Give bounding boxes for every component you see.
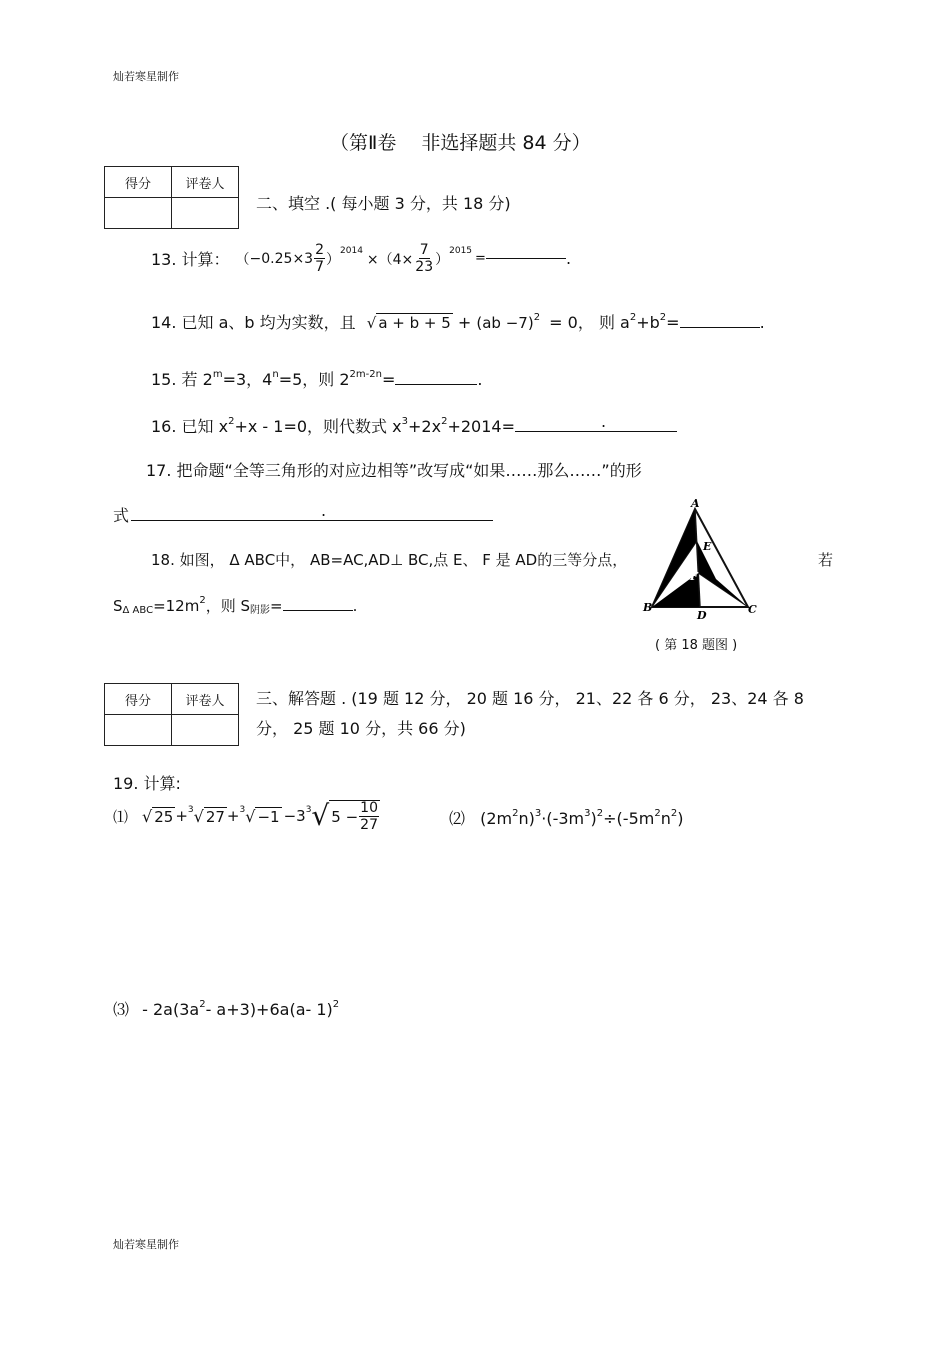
q13-end: . xyxy=(565,249,572,268)
grader-header: 评卷人 xyxy=(172,167,239,198)
question-16 xyxy=(151,414,677,437)
figure-caption: ( 第 18 题图 ) xyxy=(655,638,738,653)
q13-f2n: 7 xyxy=(419,242,429,258)
q18-answer-blank[interactable] xyxy=(283,610,353,611)
question-18-line2 xyxy=(113,595,357,616)
q16-e1: 2 xyxy=(228,416,235,427)
q13-frac1 xyxy=(314,243,325,274)
q19p1-plus2: + xyxy=(226,807,240,825)
q13-f1d: 7 xyxy=(315,259,325,275)
q19p2-c: ·(-3m xyxy=(541,809,585,828)
q17-line2-label: 式 xyxy=(113,506,130,525)
q14-root: a + b + 5 xyxy=(378,314,451,332)
question-18-ruo: 若 xyxy=(818,551,834,569)
q19p2-f: n xyxy=(660,809,671,828)
q19p3-a: - 2a(3a xyxy=(142,1000,200,1019)
question-17-line1: 17. 把命题“全等三角形的对应边相等”改写成“如果……那么……”的形 xyxy=(146,461,642,480)
section-title: （第Ⅱ卷 非选择题共 84 分） xyxy=(330,132,591,154)
q13-times: ×3 xyxy=(292,250,314,267)
q18-end: . xyxy=(352,597,358,615)
q14-e2: 2 xyxy=(659,312,667,323)
q19p2-e3: 3 xyxy=(584,808,591,819)
q16-answer-blank[interactable] xyxy=(515,412,677,432)
q19p1-minus: −3 xyxy=(283,807,306,825)
q15-e2: n xyxy=(272,369,279,380)
score-table-part3 xyxy=(104,683,239,746)
header-watermark: 灿若寒星制作 xyxy=(113,70,179,83)
score-cell[interactable] xyxy=(105,198,172,229)
grader-cell[interactable] xyxy=(172,715,239,746)
q19p1-r2: 27 xyxy=(205,807,225,826)
score-header: 得分 xyxy=(105,167,172,198)
q19p2-e6: 2 xyxy=(670,808,678,819)
part3-heading-line1: 三、解答题 . (19 题 12 分， 20 题 16 分， 21、22 各 6 分， 23、24 各 8 xyxy=(256,689,804,708)
q13-answer-blank[interactable] xyxy=(486,258,566,259)
q15-label: 15. 若 2 xyxy=(151,370,213,389)
label-a: A xyxy=(691,497,700,510)
q13-f2d: 23 xyxy=(415,259,434,275)
grader-cell[interactable] xyxy=(172,198,239,229)
q18-e: 2 xyxy=(199,595,206,606)
q16-e2: 3 xyxy=(401,416,408,427)
label-b: B xyxy=(643,601,653,614)
q17-answer-blank[interactable] xyxy=(131,501,493,521)
q19p1-idx3: 3 xyxy=(305,805,312,815)
q14-then: 则 a xyxy=(598,313,630,332)
grader-header: 评卷人 xyxy=(172,684,239,715)
q14-answer-blank[interactable] xyxy=(680,327,760,328)
q19p2-num: ⑵ xyxy=(449,809,466,828)
q19p1-r1: 25 xyxy=(154,807,174,826)
q19p1-frac xyxy=(359,801,379,832)
q14-paren: (ab −7) xyxy=(476,314,534,332)
q14-plus: + xyxy=(457,313,472,332)
footer-watermark: 灿若寒星制作 xyxy=(113,1238,179,1251)
q16-p1: +x - 1=0，则代数式 x xyxy=(234,417,402,436)
question-19-part2 xyxy=(449,806,683,829)
q19p2-e4: 2 xyxy=(596,808,604,819)
q19p1-num: ⑴ xyxy=(113,807,129,826)
q13-frac2 xyxy=(414,243,434,274)
q15-eq: = xyxy=(381,370,396,389)
segment-cf xyxy=(698,573,748,607)
q16-label: 16. 已知 x xyxy=(151,417,229,436)
q15-e3: 2m-2n xyxy=(349,369,382,380)
q19p2-e: ÷(-5m xyxy=(603,809,655,828)
label-f: F xyxy=(690,570,698,583)
q19p3-e2: 2 xyxy=(332,999,340,1010)
question-19-part3 xyxy=(113,997,339,1020)
q16-p2: +2x xyxy=(408,417,442,436)
q19p1-radicand xyxy=(329,800,380,832)
question-14: 14. 已知 a、b 均为实数，且 √ a + b + 5 + (ab −7)$^2$ = 0， 则 $a^2+b^2=$ . xyxy=(151,312,765,332)
question-17-line2 xyxy=(113,503,493,526)
label-d: D xyxy=(697,609,707,622)
q13-mid: ×（4× xyxy=(366,251,414,268)
q13-eq: = xyxy=(475,251,486,266)
label-e: E xyxy=(703,540,712,553)
q19p1-fn: 10 xyxy=(360,800,378,816)
q15-e1: m xyxy=(212,369,223,380)
q14-plus2: +b xyxy=(636,313,660,332)
q15-p1: =3，4 xyxy=(222,370,273,389)
question-19-part1: ⑴ √ 25 + 3 √ 27 + 3 √ −1 −3 3 √ 5 − $\frac{10}{27}$ xyxy=(113,799,378,833)
q16-dot: . xyxy=(600,412,607,431)
q19p3-num: ⑶ xyxy=(113,1000,130,1019)
score-table-part2 xyxy=(104,166,239,229)
question-18-line1: 18. 如图， Δ ABC中， AB=AC,AD⊥ BC,点 E、 F 是 AD的三等分点， xyxy=(151,551,628,569)
q19p2-e2: 3 xyxy=(534,808,542,819)
question-15 xyxy=(151,367,482,390)
q13-close2: ） xyxy=(435,251,450,268)
q14-e1: 2 xyxy=(629,312,637,323)
q13-a: −0.25 xyxy=(249,250,293,267)
score-header: 得分 xyxy=(105,684,172,715)
q15-p2: =5，则 2 xyxy=(278,370,350,389)
q19p2-d: ) xyxy=(590,809,597,828)
q19p1-r3: −1 xyxy=(257,807,280,826)
q19p3-b: - a+3)+6a(a- 1) xyxy=(205,1000,333,1019)
q19p2-a: (2m xyxy=(480,809,513,828)
q17-dot: . xyxy=(321,501,327,520)
q14-eq: = xyxy=(666,313,680,332)
q19p1-plus1: + xyxy=(175,807,188,825)
q19p3-e1: 2 xyxy=(199,999,206,1010)
q19p2-e5: 2 xyxy=(654,808,661,819)
q18-eq: = xyxy=(270,597,283,615)
q19p2-g: ) xyxy=(677,809,684,828)
q14-end: . xyxy=(759,313,765,332)
q13-open: （ xyxy=(235,251,250,268)
q16-p3: +2014= xyxy=(447,417,515,436)
q18-then: ，则 S xyxy=(205,597,251,615)
q13-f1n: 2 xyxy=(315,242,325,258)
score-cell[interactable] xyxy=(105,715,172,746)
q18-s: S xyxy=(113,597,123,615)
q15-end: . xyxy=(477,370,483,389)
q14-label: 14. 已知 a、b 均为实数，且 xyxy=(151,313,356,332)
q19p2-b: n) xyxy=(518,809,535,828)
q16-e3: 2 xyxy=(441,416,448,427)
q13-label: 13. 计算： xyxy=(151,250,230,269)
q19p1-inner: 5 − xyxy=(331,807,359,826)
q19p1-fd: 27 xyxy=(360,817,378,833)
q19p1-idx2: 3 xyxy=(239,805,246,815)
question-13 xyxy=(151,243,571,274)
question-19-label: 19. 计算: xyxy=(113,774,181,793)
triangle-figure xyxy=(640,495,765,625)
part2-heading: 二、填空 .( 每小题 3 分，共 18 分) xyxy=(256,194,511,213)
part3-heading-line2: 分， 25 题 10 分，共 66 分) xyxy=(256,719,466,738)
label-c: C xyxy=(748,603,757,616)
q15-answer-blank[interactable] xyxy=(395,384,477,385)
q18-val: =12m xyxy=(153,597,200,615)
q18-sub2: 阴影 xyxy=(250,605,271,616)
q19p1-idx1: 3 xyxy=(187,805,194,815)
q13-exp2: 2015 xyxy=(449,245,473,256)
q14-eqzero: = 0， xyxy=(549,313,594,332)
q19p2-e1: 2 xyxy=(512,808,519,819)
q13-exp1: 2014 xyxy=(340,245,363,256)
q18-sub: Δ ABC xyxy=(122,605,154,616)
q13-close1: ） xyxy=(326,251,341,268)
q14-exp: 2 xyxy=(533,312,541,323)
